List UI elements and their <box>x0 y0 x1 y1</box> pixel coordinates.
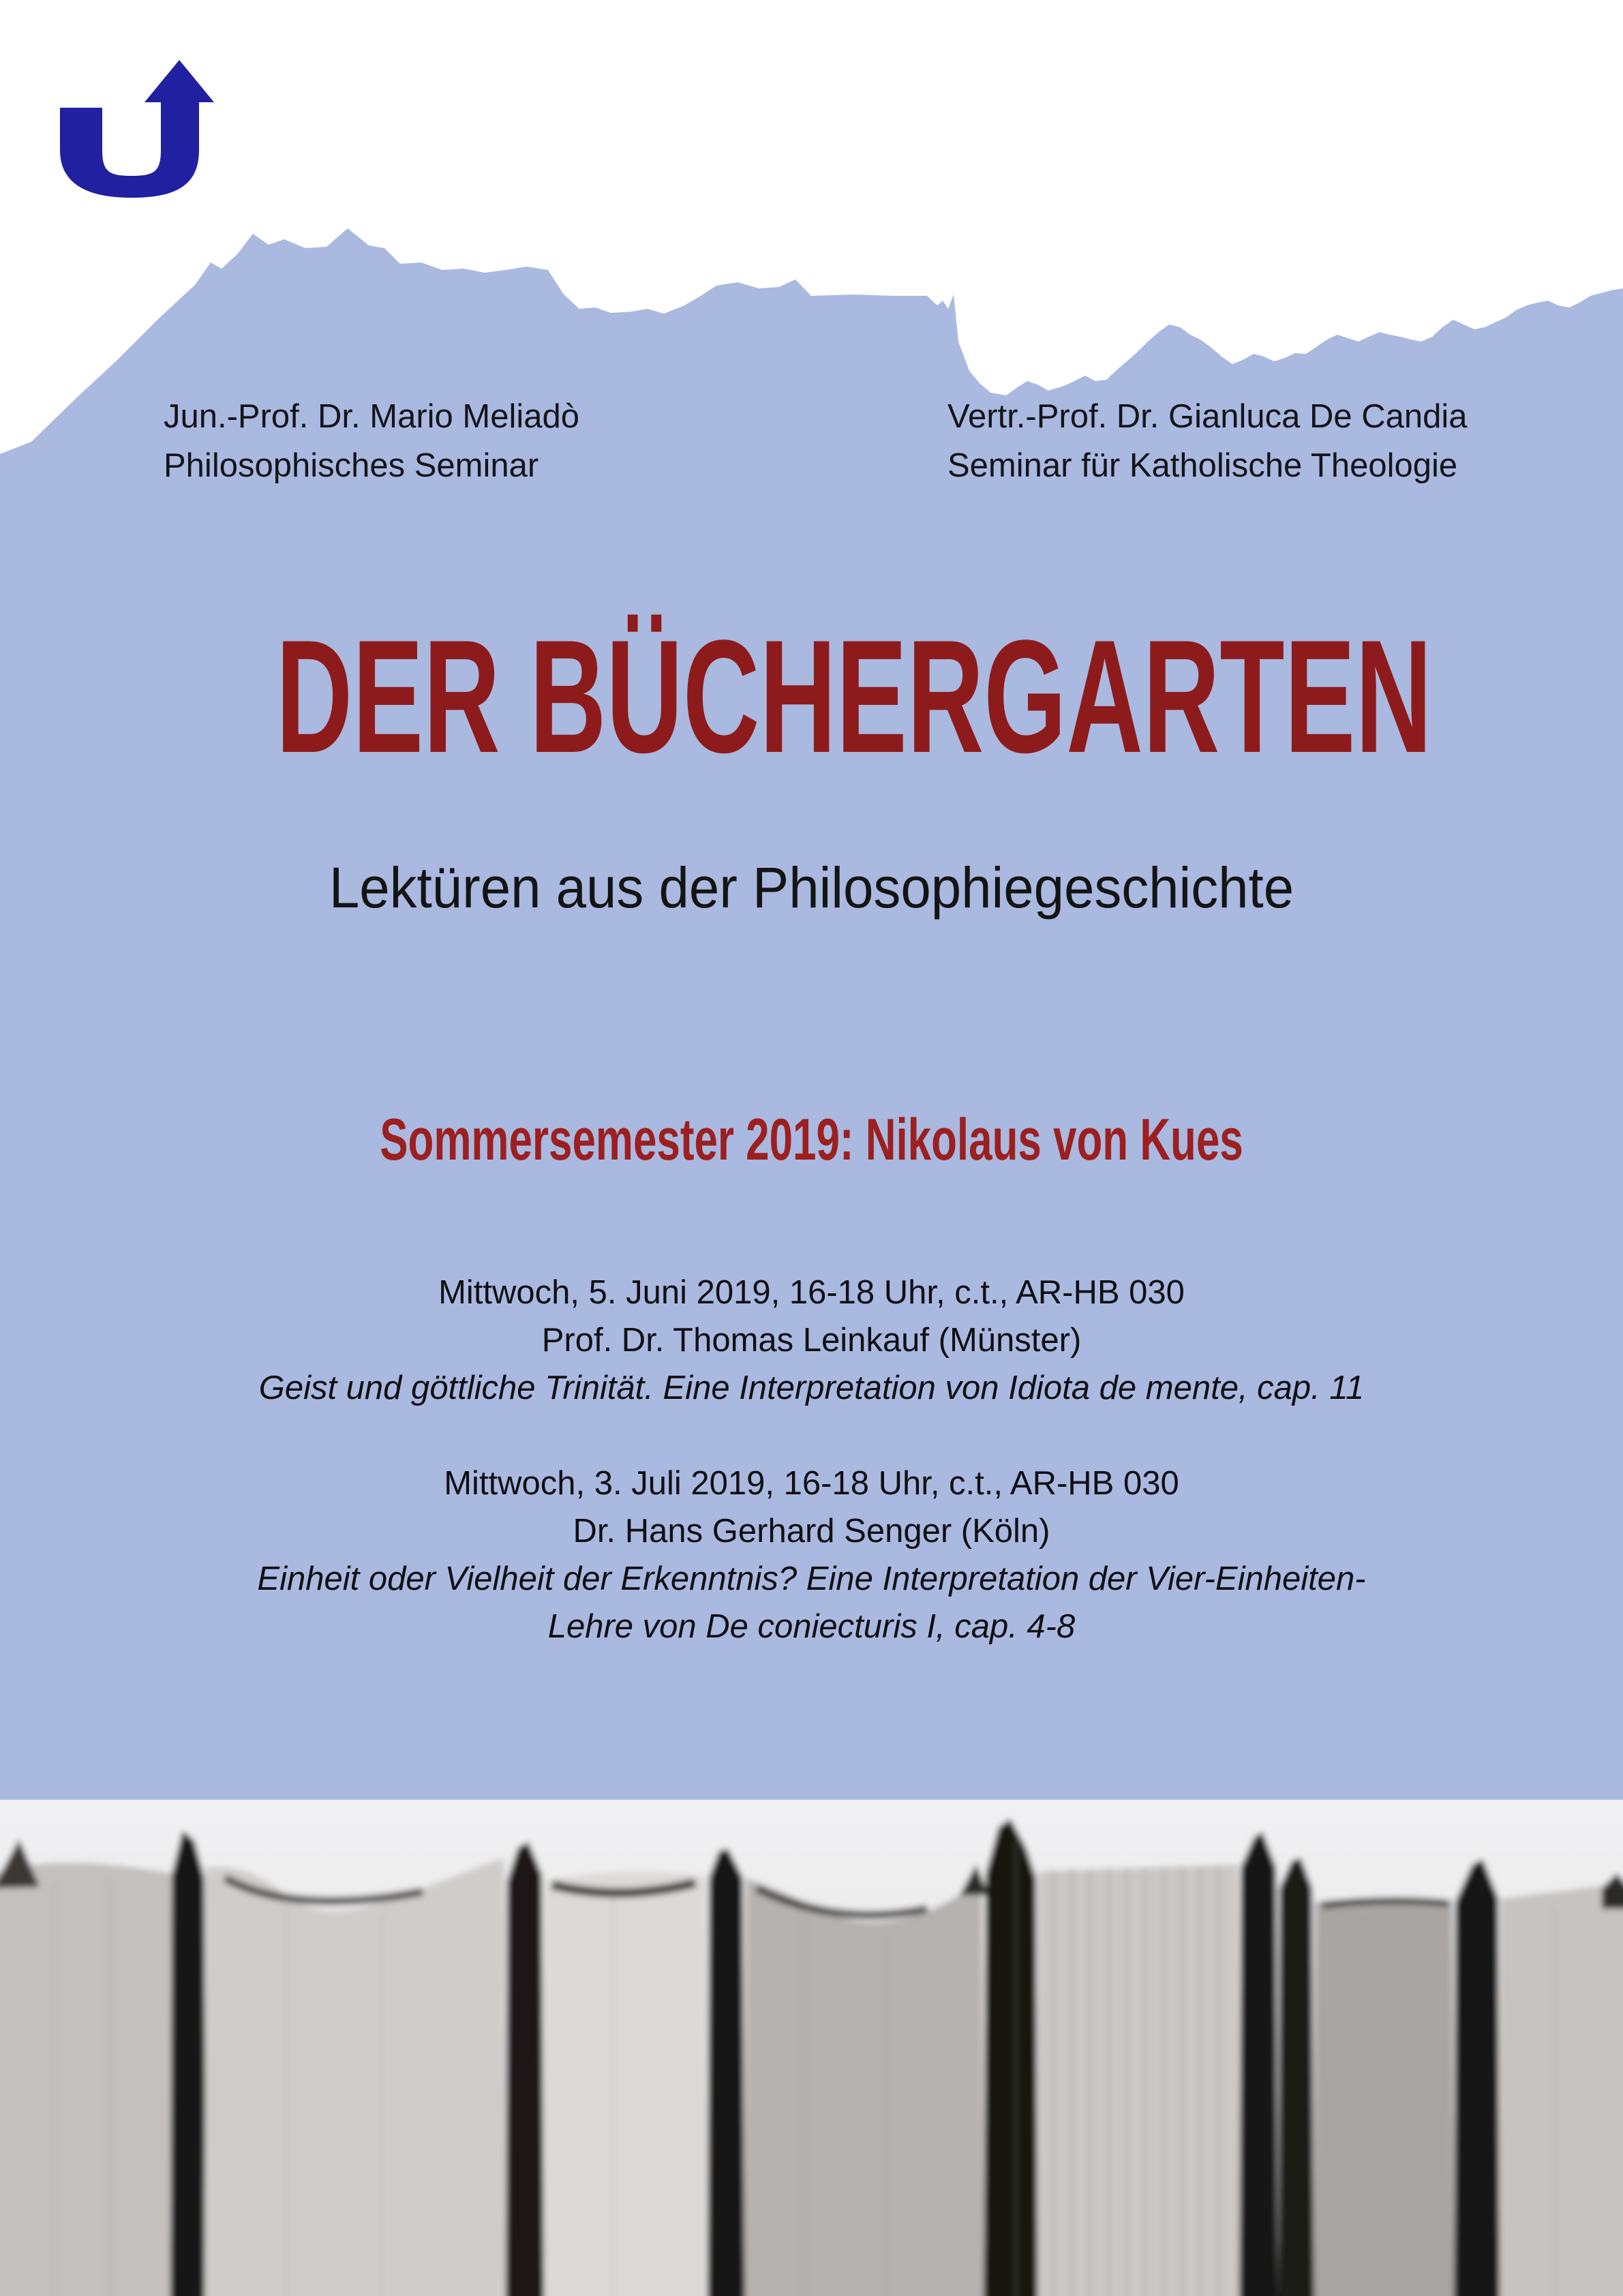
books-row-photo <box>0 1800 1623 2296</box>
organizer-left-name: Jun.-Prof. Dr. Mario Meliadò <box>164 398 579 435</box>
event-2-talk-title-line1: Einheit oder Vielheit der Erkenntnis? Eine Interpretation der Vier-Einheiten- <box>257 1560 1366 1597</box>
organizer-left-department: Philosophisches Seminar <box>164 447 539 484</box>
event-2-speaker: Dr. Hans Gerhard Senger (Köln) <box>573 1513 1050 1550</box>
poster-title: DER BÜCHERGARTEN <box>275 607 1432 787</box>
event-2-talk-title-line2: Lehre von De coniecturis I, cap. 4-8 <box>547 1608 1076 1645</box>
event-1-talk-title: Geist und göttliche Trinität. Eine Interpretation von Idiota de mente, cap. 11 <box>258 1370 1365 1406</box>
event-1-datetime: Mittwoch, 5. Juni 2019, 16-18 Uhr, c.t., AR-HB 030 <box>438 1274 1185 1311</box>
organizer-right-department: Seminar für Katholische Theologie <box>947 447 1458 484</box>
organizer-right <box>947 392 1468 490</box>
organizer-left <box>164 392 579 490</box>
poster-subtitle: Lektüren aus der Philosophiegeschichte <box>329 856 1294 920</box>
organizer-right-name: Vertr.-Prof. Dr. Gianluca De Candia <box>947 398 1468 435</box>
siegen-logo-icon <box>58 60 216 198</box>
event-2-datetime: Mittwoch, 3. Juli 2019, 16-18 Uhr, c.t., AR-HB 030 <box>444 1465 1179 1502</box>
event-1-speaker: Prof. Dr. Thomas Leinkauf (Münster) <box>541 1322 1082 1359</box>
event-1 <box>0 1269 1623 1412</box>
event-gap <box>0 1412 1623 1460</box>
event-list <box>0 1269 1623 1650</box>
event-2 <box>0 1460 1623 1650</box>
semester-heading: Sommersemester 2019: Nikolaus von Kues <box>380 1107 1243 1173</box>
